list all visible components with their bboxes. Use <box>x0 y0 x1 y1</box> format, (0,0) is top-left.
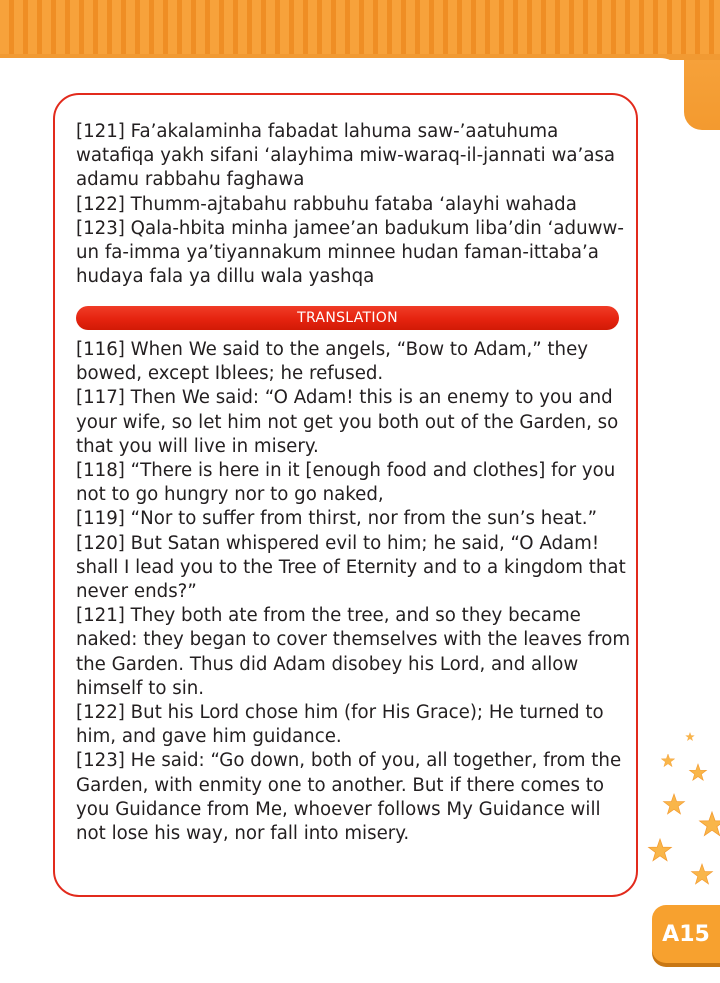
page-number-badge <box>652 905 720 963</box>
star-icon <box>661 754 674 767</box>
transliteration-verse-123: [123] Qala-hbita minha jamee’an badukum liba’din ‘aduww-un fa-imma ya’tiyannakum minnee hudan faman-ittaba’a hudaya fala ya dillu wala yashqa <box>76 217 624 288</box>
translation-verse-116: [116] When We said to the angels, “Bow to Adam,” they bowed, except Iblees; he refused. <box>76 339 589 385</box>
transliteration-verse-121: [121] Fa’akalaminha fabadat lahuma saw-’aatuhuma watafiqa yakh sifani ‘alayhima miw-waraq-il-jannati wa’asa adamu rabbahu faghawa <box>76 121 616 191</box>
top-decorative-band <box>0 0 720 60</box>
translation-verse-119: [119] “Nor to suffer from thirst, nor from the sun’s heat.” <box>76 508 597 530</box>
star-icon <box>700 812 720 836</box>
translation-verse-122: [122] But his Lord chose him (for His Grace); He turned to him, and gave him guidance. <box>76 702 604 748</box>
star-icon <box>686 733 695 741</box>
translation-block <box>76 338 636 846</box>
transliteration-block <box>76 120 636 289</box>
side-tab <box>684 60 720 130</box>
translation-banner <box>76 306 619 330</box>
page-number: A15 <box>662 921 710 947</box>
translation-verse-118: [118] “There is here in it [enough food and clothes] for you not to go hungry nor to go naked, <box>76 460 616 506</box>
translation-banner-label: TRANSLATION <box>297 310 398 326</box>
star-icon <box>689 764 706 780</box>
stars-decoration <box>640 725 720 900</box>
star-icon <box>692 864 713 884</box>
translation-verse-123: [123] He said: “Go down, both of you, all together, from the Garden, with enmity one to another. But if there comes to you Guidance from Me, whoever follows My Guidance will not lose his way, nor fall into misery. <box>76 750 622 845</box>
translation-verse-117: [117] Then We said: “O Adam! this is an enemy to you and your wife, so let him not get you both out of the Garden, so that you will live in misery. <box>76 387 619 457</box>
transliteration-verse-122: [122] Thumm-ajtabahu rabbuhu fataba ‘alayhi wahada <box>76 193 577 215</box>
translation-verse-120: [120] But Satan whispered evil to him; he said, “O Adam! shall I lead you to the Tree of Eternity and to a kingdom that never ends?” <box>76 532 626 603</box>
star-icon <box>664 794 685 814</box>
translation-verse-121: [121] They both ate from the tree, and so they became naked: they began to cover themselves with the leaves from the Garden. Thus did Adam disobey his Lord, and allow himself to sin. <box>76 605 631 699</box>
star-icon <box>649 839 672 861</box>
